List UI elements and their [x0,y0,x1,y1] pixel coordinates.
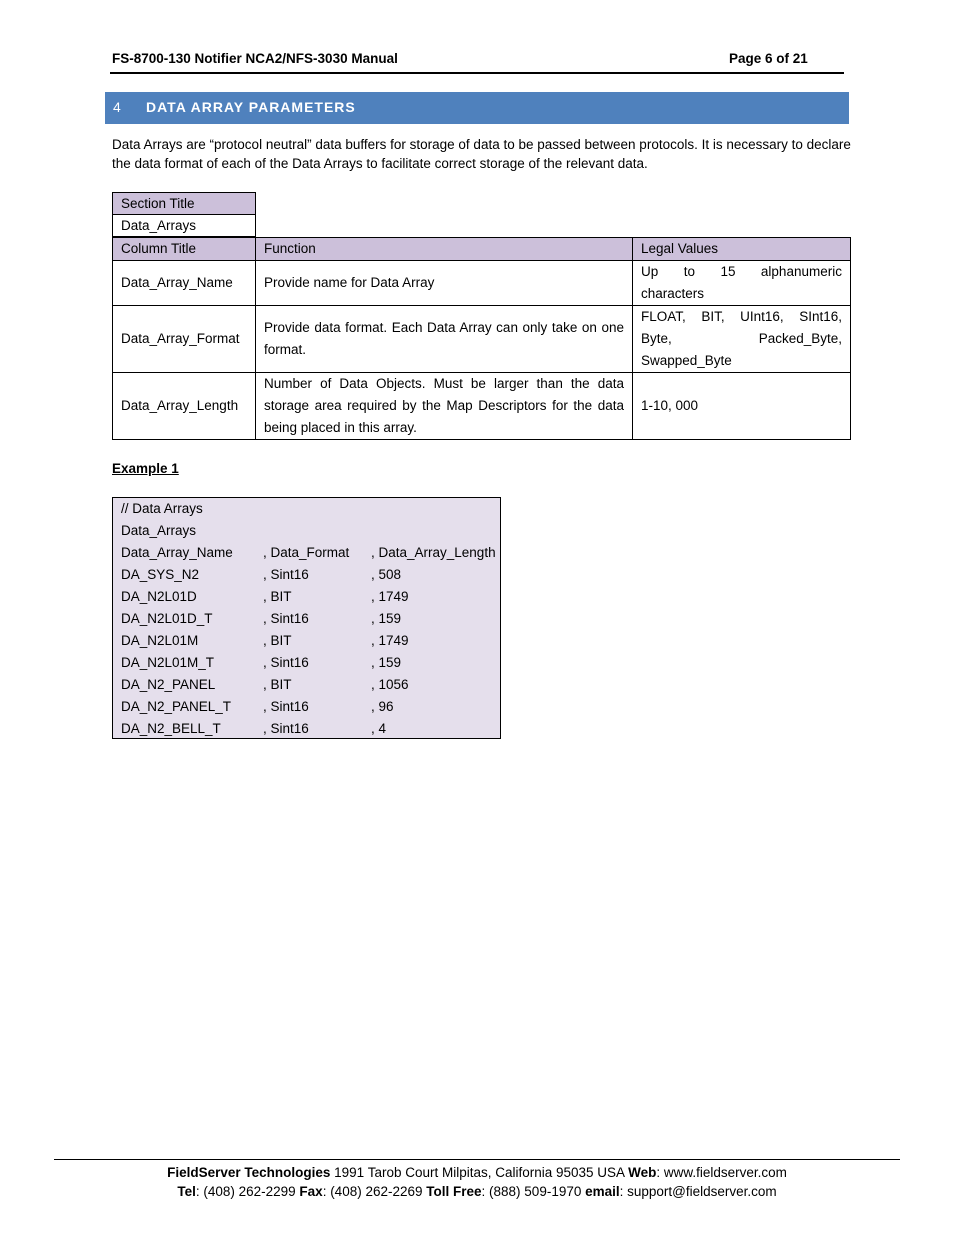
footer-fax-label: Fax [299,1184,323,1199]
code-cell: , Sint16 [263,611,309,626]
row-legal [633,261,851,306]
code-cell: , 4 [371,721,387,736]
row-function: Provide name for Data Array [256,261,633,306]
footer-email: : support@fieldserver.com [619,1184,777,1199]
intro-paragraph: Data Arrays are “protocol neutral” data buffers for storage of data to be passed between protocols. It is necessary to declare the data format of each of the Data Arrays to facilitate correct storage of the relevant data. [112,137,851,171]
code-cell: , 508 [371,567,402,582]
code-cell: , 159 [371,655,402,670]
code-cell: , Data_Format [263,545,350,560]
code-cell: DA_N2L01D [121,589,197,604]
code-cell: , Data_Array_Length [371,545,496,560]
legal-word: Up [641,264,659,279]
legal-tail: characters [641,286,705,301]
code-cell: , BIT [263,677,292,692]
row-legal [633,306,851,373]
code-cell: , Sint16 [263,699,309,714]
footer-rule [54,1159,900,1160]
footer-web: : www.fieldserver.com [656,1165,787,1180]
code-cell: DA_N2L01M [121,633,199,648]
code-cell: DA_N2_BELL_T [121,721,221,736]
header-legal-values: Legal Values [633,238,851,261]
footer-line-1 [0,1163,954,1182]
footer-web-label: Web [628,1165,657,1180]
legal-tail: Swapped_Byte [641,353,732,368]
code-comment: // Data Arrays [121,501,203,516]
code-cell: , BIT [263,633,292,648]
legal-word: alphanumeric [760,264,842,279]
code-section: Data_Arrays [121,523,197,538]
code-cell: , 96 [371,699,394,714]
code-cell: DA_N2_PANEL [121,677,216,692]
footer-address: 1991 Tarob Court Milpitas, California 95035 USA [330,1165,629,1180]
row-legal: 1-10, 000 [633,373,851,440]
footer-tel-label: Tel [177,1184,196,1199]
code-cell: DA_N2L01D_T [121,611,213,626]
code-cell: , Sint16 [263,655,309,670]
footer-tollfree: : (888) 509-1970 [481,1184,586,1199]
table-row [113,306,851,373]
footer-fax: : (408) 262-2269 [322,1184,427,1199]
footer-line-2 [0,1182,954,1201]
table-row [113,261,851,306]
code-cell: , Sint16 [263,721,309,736]
footer-tel: : (408) 262-2299 [195,1184,300,1199]
example-code-box [112,497,501,739]
code-cell: Data_Array_Name [121,545,233,560]
code-cell: , 159 [371,611,402,626]
code-cell: DA_N2_PANEL_T [121,699,232,714]
example-label: Example 1 [112,461,179,476]
legal-word: Packed_Byte, [758,331,842,346]
row-function: Number of Data Objects. Must be larger than the data storage area required by the Map Descriptors for the data being placed in this array. [256,373,633,440]
code-cell: DA_SYS_N2 [121,567,200,582]
legal-word: 15 [720,264,736,279]
code-cell: , BIT [263,589,292,604]
footer-email-label: email [585,1184,620,1199]
code-cell: , 1749 [371,633,409,648]
section-title-table [112,192,256,237]
code-cell: DA_N2L01M_T [121,655,215,670]
legal-word: BIT, [701,309,725,324]
section-title-header: Section Title [113,193,256,215]
row-name: Data_Array_Name [113,261,256,306]
header-column-title: Column Title [113,238,256,261]
legal-word: SInt16, [799,309,842,324]
table-header-row [113,238,851,261]
section-title: DATA ARRAY PARAMETERS [146,99,356,115]
section-number: 4 [113,99,121,115]
row-function: Provide data format. Each Data Array can only take on one format. [256,306,633,373]
header-rule [110,72,844,74]
footer-tollfree-label: Toll Free [426,1184,482,1199]
legal-word: Byte, [641,331,672,346]
code-cell: , Sint16 [263,567,309,582]
parameters-table [112,237,851,440]
table-row [113,373,851,440]
row-name: Data_Array_Format [113,306,256,373]
page-number: Page 6 of 21 [729,51,808,66]
legal-word: to [683,264,695,279]
code-cell: , 1749 [371,589,409,604]
legal-word: FLOAT, [641,309,686,324]
document-title: FS-8700-130 Notifier NCA2/NFS-3030 Manual [112,51,398,66]
code-cell: , 1056 [371,677,409,692]
footer-company: FieldServer Technologies [167,1165,331,1180]
section-title-value: Data_Arrays [113,215,256,237]
legal-word: UInt16, [740,309,784,324]
header-function: Function [256,238,633,261]
row-name: Data_Array_Length [113,373,256,440]
section-heading-bar [105,92,849,124]
